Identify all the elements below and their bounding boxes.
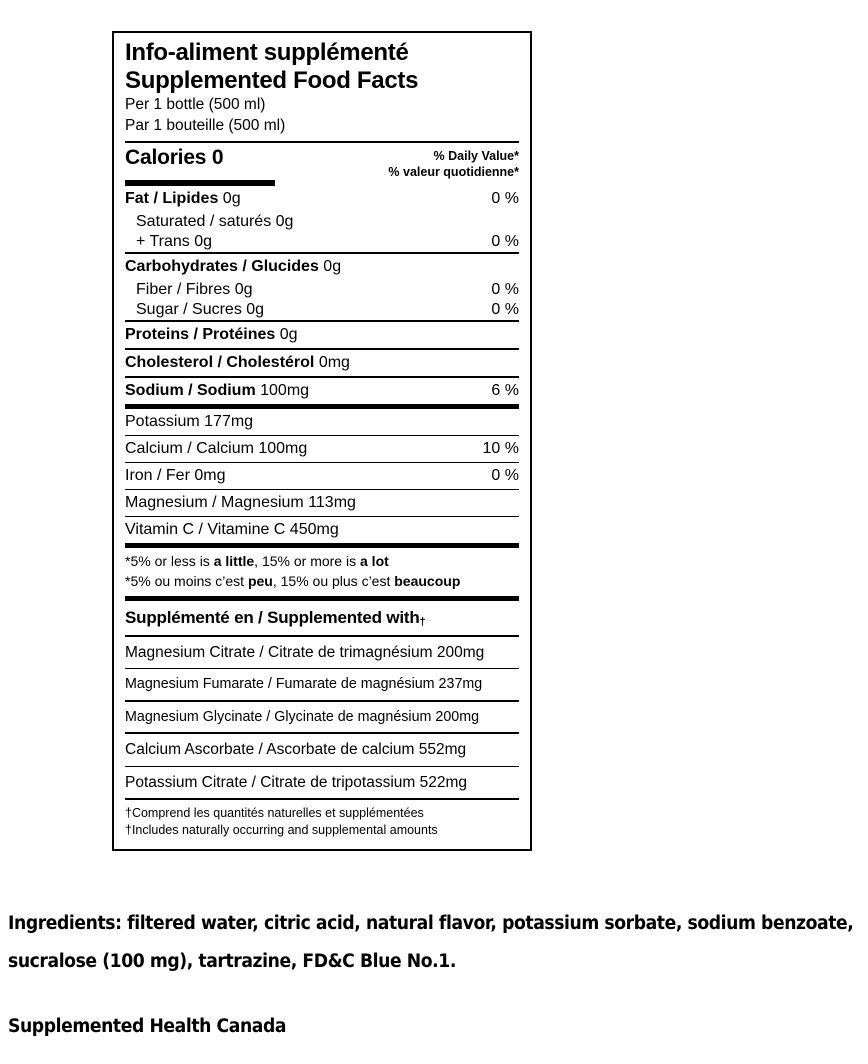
calories-row — [125, 143, 519, 180]
supplement-row: Calcium Ascorbate / Ascorbate de calcium 552mg — [125, 741, 467, 759]
nutrient-dv-calcium: 10 % — [482, 440, 519, 458]
bottom-text-block — [8, 905, 860, 1037]
nutrient-row-potassium — [125, 409, 519, 435]
nutrient-row-sodium — [125, 378, 519, 404]
nutrient-name-sodium-bold: Sodium / Sodium — [125, 382, 256, 400]
panel-inner — [125, 39, 519, 844]
nutrient-row-fat — [125, 186, 519, 212]
nutrient-name-proteins — [125, 327, 473, 343]
supplemented-with-header — [125, 601, 519, 635]
nutrient-dv-iron: 0 % — [491, 467, 519, 485]
nutrient-dv-sodium: 6 % — [491, 382, 519, 400]
nutrient-name-cholesterol-bold: Cholesterol / Cholestérol — [125, 354, 315, 372]
nutrient-amount-proteins: 0g — [275, 326, 298, 344]
nutrient-amount-sodium: 100mg — [255, 382, 310, 400]
daily-value-header-english: % Daily Value* — [433, 149, 519, 164]
nutrient-row-trans — [125, 232, 519, 252]
daily-value-footnote-french — [125, 572, 519, 591]
nutrient-name-calcium: Calcium / Calcium 100mg — [125, 440, 308, 458]
supplement-row: Magnesium Glycinate / Glycinate de magnésium 200mg — [125, 708, 480, 725]
dagger-footnote-english: †Includes naturally occurring and supplemental amounts — [125, 822, 438, 837]
panel-title-french: Info-aliment supplémenté — [125, 39, 409, 66]
supplemented-with-header-text: Supplémenté en / Supplemented with — [125, 607, 420, 627]
dv-footnote-fr-beaucoup: beaucoup — [394, 572, 461, 589]
ingredients-statement: Ingredients: filtered water, citric acid, natural flavor, potassium sorbate, sodium benzoate, sucralose (100 mg), tartrazine, FD&C Blue No.1. — [8, 913, 854, 972]
dv-footnote-en-mid: , 15% or more is — [254, 553, 360, 570]
daily-value-header-french: % valeur quotidienne* — [388, 164, 519, 179]
supplemented-health-canada-label: Supplemented Health Canada — [8, 1015, 287, 1037]
dv-footnote-fr-mid: , 15% ou plus c’est — [272, 572, 395, 589]
nutrient-dv-trans: 0 % — [491, 233, 519, 251]
nutrient-name-potassium: Potassium 177mg — [125, 413, 254, 431]
nutrient-name-iron: Iron / Fer 0mg — [125, 467, 226, 485]
supplemented-with-dagger-marker: † — [419, 615, 426, 628]
supplemented-food-facts-panel — [112, 31, 532, 851]
supplement-row: Potassium Citrate / Citrate de tripotassium 522mg — [125, 773, 467, 791]
nutrient-name-sugar: Sugar / Sucres 0g — [136, 301, 265, 319]
nutrient-name-vitamin-c: Vitamin C / Vitamine C 450mg — [125, 521, 339, 539]
nutrient-name-proteins-bold: Proteins / Protéines — [125, 326, 276, 344]
dv-footnote-en-lot: a lot — [360, 553, 389, 570]
daily-value-footnote — [125, 548, 519, 596]
nutrient-name-sodium — [125, 383, 473, 399]
daily-value-header — [388, 146, 519, 180]
dv-footnote-fr-pre: *5% ou moins c’est — [125, 572, 248, 589]
nutrient-dv-fiber: 0 % — [491, 281, 519, 299]
nutrient-name-fiber: Fiber / Fibres 0g — [136, 281, 253, 299]
nutrient-name-cholesterol — [125, 355, 473, 371]
nutrient-dv-sugar: 0 % — [491, 301, 519, 319]
nutrient-row-sugar — [125, 300, 519, 320]
panel-title-english: Supplemented Food Facts — [125, 67, 419, 95]
nutrient-name-carbohydrates-bold: Carbohydrates / Glucides — [125, 258, 319, 276]
nutrient-row-saturated — [125, 212, 519, 232]
nutrient-row-cholesterol — [125, 350, 519, 376]
panel-header — [125, 39, 519, 141]
serving-size-french: Par 1 bouteille (500 ml) — [125, 116, 286, 134]
serving-size-english: Per 1 bottle (500 ml) — [125, 96, 266, 114]
nutrient-name-fat-bold: Fat / Lipides — [125, 190, 219, 208]
nutrient-amount-cholesterol: 0mg — [314, 354, 350, 372]
dv-footnote-fr-peu: peu — [247, 572, 273, 589]
nutrient-row-carbohydrates — [125, 254, 519, 280]
dagger-footnote — [125, 800, 519, 844]
nutrient-name-saturated: Saturated / saturés 0g — [136, 213, 294, 231]
dagger-footnote-french: †Comprend les quantités naturelles et supplémentées — [125, 806, 424, 821]
dv-footnote-en-pre: *5% or less is — [125, 553, 214, 570]
nutrient-row-magnesium — [125, 490, 519, 516]
nutrient-name-carbohydrates — [125, 259, 473, 275]
nutrient-row-fiber — [125, 280, 519, 300]
nutrient-amount-fat: 0g — [218, 190, 241, 208]
supplement-row: Magnesium Fumarate / Fumarate de magnésium 237mg — [125, 676, 483, 693]
nutrient-row-proteins — [125, 322, 519, 348]
nutrient-row-vitamin-c — [125, 517, 519, 543]
dv-footnote-en-little: a little — [213, 553, 255, 570]
nutrient-name-magnesium: Magnesium / Magnesium 113mg — [125, 494, 356, 512]
nutrient-name-fat — [125, 191, 473, 207]
daily-value-footnote-english — [125, 552, 519, 571]
nutrient-amount-carbohydrates: 0g — [318, 258, 342, 276]
supplement-row: Magnesium Citrate / Citrate de trimagnésium 200mg — [125, 643, 485, 661]
nutrient-row-iron — [125, 463, 519, 489]
calories-label: Calories 0 — [125, 146, 224, 170]
nutrient-dv-fat: 0 % — [491, 190, 519, 208]
nutrient-name-trans: + Trans 0g — [136, 233, 213, 251]
nutrient-row-calcium — [125, 436, 519, 462]
